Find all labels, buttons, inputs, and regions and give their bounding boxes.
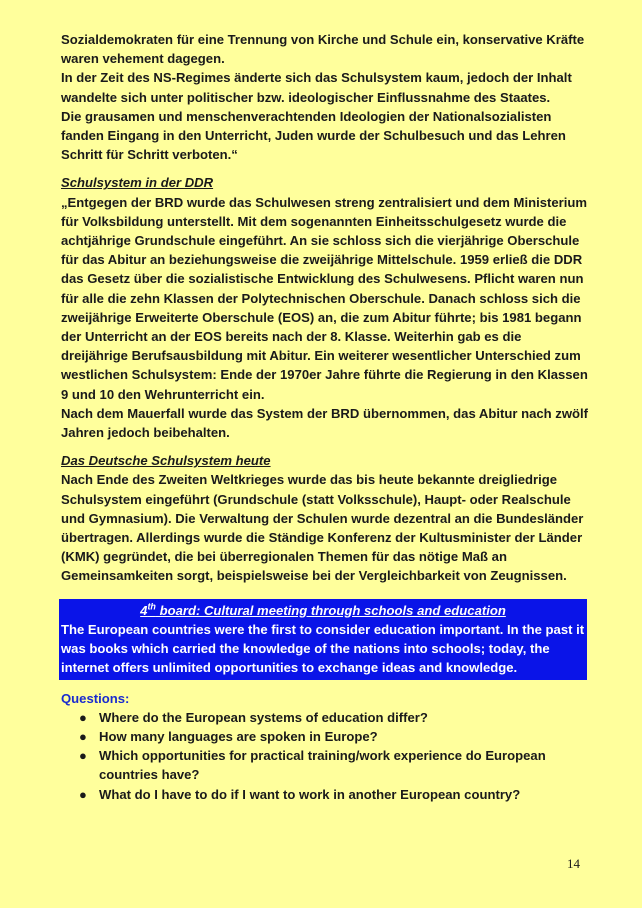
today-paragraph: Nach Ende des Zweiten Weltkrieges wurde das bis heute bekannte dreigliedrige Schulsystem eingeführt (Grundschule (statt Volksschule), Haupt- oder Realschule und Gymnasium). Die Verwaltung der Schulen wurde dezentral an die Bundesländer übertragen. Allerdings wurde die Ständige Konferenz der Kultusminister der Länder (KMK) gegründet, die bei überregionalen Themen für das nötige Maß an Gemeinsamkeiten sorgt, beispielsweise bei der Vergleichbarkeit von Zeugnissen. bbox=[61, 472, 584, 584]
board-ordinal: th bbox=[147, 601, 156, 612]
question-item bbox=[79, 785, 591, 804]
section-heading-ddr: Schulsystem in der DDR bbox=[61, 175, 214, 191]
question-text: How many languages are spoken in Europe? bbox=[99, 728, 378, 744]
board-title bbox=[61, 601, 585, 620]
question-text: Which opportunities for practical training/work experience do European countries have? bbox=[99, 748, 546, 783]
question-item bbox=[79, 708, 591, 727]
question-item bbox=[79, 727, 591, 746]
board-box bbox=[59, 599, 587, 680]
board-number: 4 bbox=[140, 602, 148, 618]
questions-label: Questions: bbox=[61, 690, 130, 706]
ddr-paragraph-2: Nach dem Mauerfall wurde das System der BRD übernommen, das Abitur nach zwölf Jahren jedoch beibehalten. bbox=[61, 405, 589, 441]
questions-list bbox=[61, 708, 591, 804]
bullet-icon: ● bbox=[79, 786, 87, 802]
intro-paragraph-3: Die grausamen und menschenverachtenden Ideologien der Nationalsozialisten fanden Eingang in den Unterricht, Juden wurde der Schulbesuch und das Lehren Schritt für Schritt verboten.“ bbox=[61, 108, 566, 163]
question-text: What do I have to do if I want to work in another European country? bbox=[99, 786, 521, 802]
bullet-icon: ● bbox=[79, 728, 87, 744]
page-content bbox=[61, 30, 591, 804]
ddr-paragraph-1: „Entgegen der BRD wurde das Schulwesen streng zentralisiert und dem Ministerium für Volksbildung unterstellt. Mit dem sogenannten Einheitsschulgesetz wurde die achtjährige Grundschule eingeführt. An sie schloss sich die vierjährige Oberschule für das Abitur an beziehungsweise die zweijährige Mittelschule. 1959 erließ die DDR das Gesetz über die sozialistische Entwicklung des Schulwesens. Pflicht waren nun für alle die zehn Klassen der Polytechnischen Oberschule. Danach schloss sich die zweijährige Erweiterte Oberschule (EOS) an, die zum Abitur führte; bis 1981 begann der Unterricht an der EOS bereits nach der 8. Klasse. Weiterhin gab es die dreijährige Berufsausbildung mit Abitur. Ein weiterer wesentlicher Unterschied zum westlichen Schulsystem: Ende der 1970er Jahre führte die Regierung in den Klassen 9 und 10 den Wehrunterricht ein. bbox=[61, 194, 588, 402]
intro-paragraph-1: Sozialdemokraten für eine Trennung von Kirche und Schule ein, konservative Kräfte waren vehement dagegen. bbox=[61, 32, 585, 67]
intro-paragraph-2: In der Zeit des NS-Regimes änderte sich das Schulsystem kaum, jedoch der Inhalt wandelte sich unter politischer bzw. ideologischer Einflussnahme des Staates. bbox=[61, 70, 572, 105]
section-heading-today: Das Deutsche Schulsystem heute bbox=[61, 453, 271, 469]
board-title-text: board: Cultural meeting through schools and education bbox=[155, 602, 506, 618]
bullet-icon: ● bbox=[79, 709, 87, 725]
question-item bbox=[79, 746, 591, 784]
question-text: Where do the European systems of education differ? bbox=[99, 709, 428, 725]
page-number: 14 bbox=[567, 856, 580, 871]
board-text: The European countries were the first to consider education important. In the past it was books which carried the knowledge of the nations into schools; today, the internet offers unlimited opportunities to exchange ideas and knowledge. bbox=[61, 621, 585, 676]
bullet-icon: ● bbox=[79, 748, 87, 764]
